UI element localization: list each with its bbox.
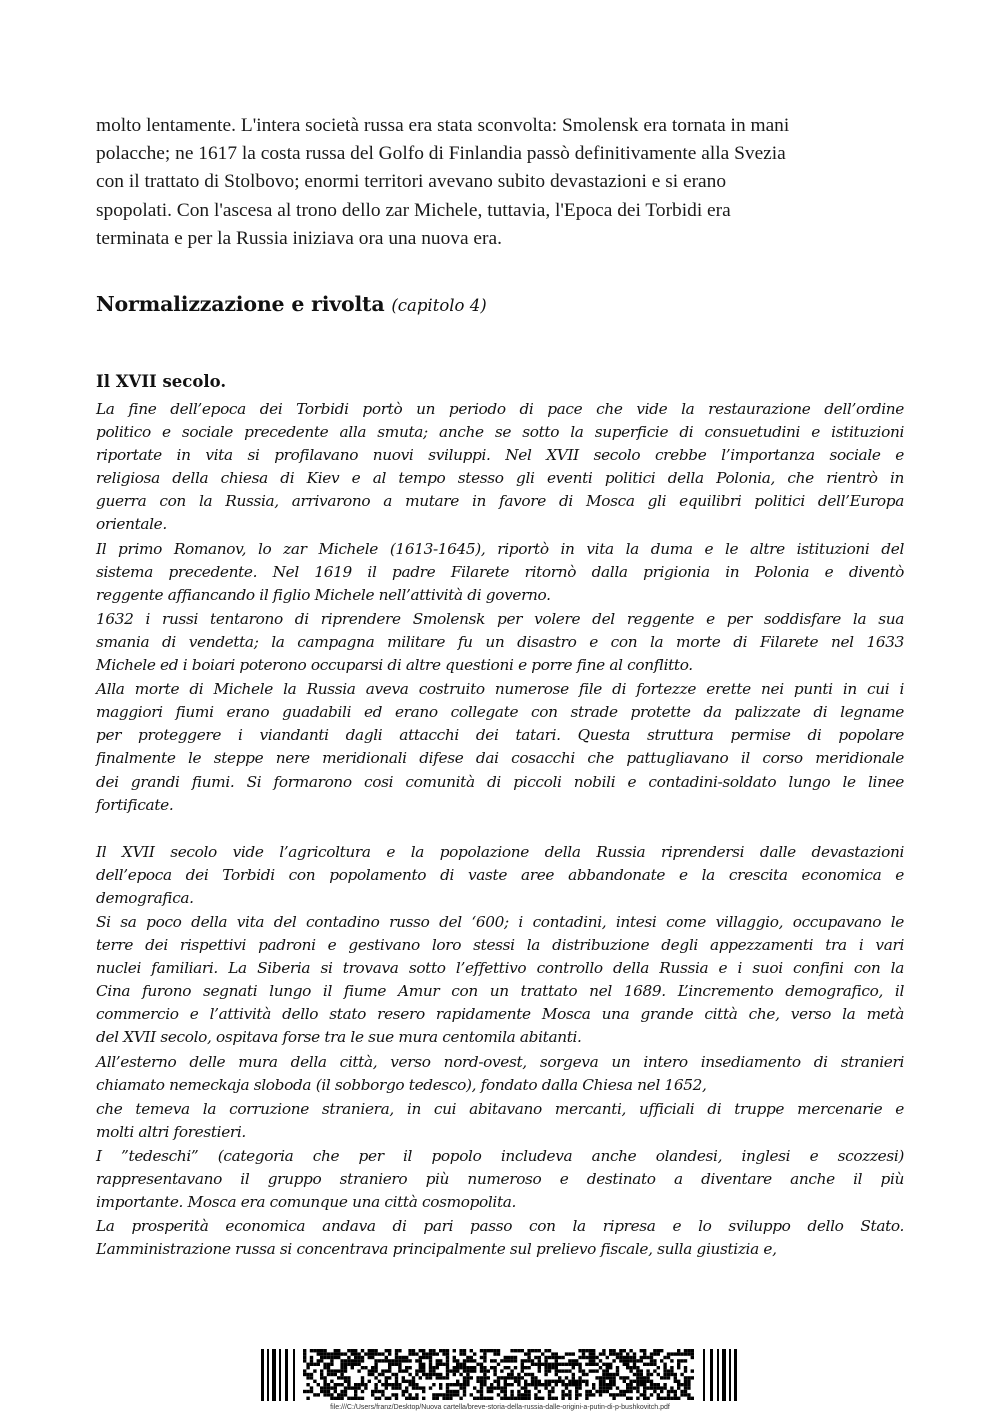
body-line: smania di vendetta; la campagna militare fu un disastro e con la morte di Filarete nel 1633 bbox=[96, 632, 904, 651]
body-paragraph bbox=[96, 911, 904, 1050]
body-line: La fine dell’epoca dei Torbidi portò un periodo di pace che vide la restaurazione dell’ordine bbox=[96, 400, 904, 418]
body-line: importante. Mosca era comunque una città cosmopolita. bbox=[96, 1193, 517, 1212]
body-line: orientale. bbox=[96, 515, 167, 534]
body-paragraph bbox=[96, 398, 904, 537]
intro-line: polacche; ne 1617 la costa russa del Golfo di Finlandia passò definitivamente alla Svezia bbox=[96, 143, 786, 165]
body-paragraph bbox=[96, 1145, 904, 1214]
body-line: demografica. bbox=[96, 888, 194, 907]
body-paragraph bbox=[96, 608, 904, 677]
body-line: Si sa poco della vita del contadino russo del ‘600; i contadini, intesi come villaggio, occupavano le bbox=[96, 912, 904, 931]
body-line: 1632 i russi tentarono di riprendere Smolensk per volere del reggente e per soddisfare la sua bbox=[96, 609, 904, 628]
body-line: chiamato nemeckaja sloboda (il sobborgo tedesco), fondato dalla Chiesa nel 1652, bbox=[96, 1075, 707, 1094]
body-line: dei grandi fiumi. Si formarono cosi comunità di piccoli nobili e contadini-soldato lungo le linee bbox=[96, 772, 904, 791]
body-line: molti altri forestieri. bbox=[96, 1122, 246, 1141]
body-paragraph bbox=[96, 1098, 904, 1144]
body-line: rappresentavano il gruppo straniero più numeroso e destinato a diventare anche il più bbox=[96, 1170, 904, 1188]
body-line: reggente affiancando il figlio Michele nell’attività di governo. bbox=[96, 585, 551, 604]
section-chapter: (capitolo 4) bbox=[391, 296, 487, 315]
body-line: L’amministrazione russa si concentrava principalmente sul prelievo fiscale, sulla giustizia e, bbox=[96, 1240, 777, 1259]
body-line: maggiori fiumi erano guadabili ed erano collegate con strade protette da palizzate di legname bbox=[96, 703, 904, 722]
body-paragraph bbox=[96, 1051, 904, 1097]
body-line: terre dei rispettivi padroni e gestivano loro stessi la distribuzione degli appezzamenti tra i vari bbox=[96, 936, 904, 955]
body-line: Il XVII secolo vide l’agricoltura e la popolazione della Russia riprendersi dalle devastazioni bbox=[96, 842, 904, 861]
body-line: I ”tedeschi” (categoria che per il popolo includeva anche olandesi, inglesi e scozzesi) bbox=[96, 1146, 904, 1165]
body-paragraph bbox=[96, 678, 904, 817]
body-line: del XVII secolo, ospitava forse tra le sue mura centomila abitanti. bbox=[96, 1028, 582, 1047]
body-line: religiosa della chiesa di Kiev e al tempo stesso gli eventi politici della Polonia, che rientrò in bbox=[96, 469, 904, 488]
section-heading bbox=[96, 292, 487, 316]
body-line: Alla morte di Michele la Russia aveva costruito numerose file di fortezze erette nei punti in cui i bbox=[96, 680, 904, 699]
intro-line: spopolati. Con l'ascesa al trono dello zar Michele, tuttavia, l'Epoca dei Torbidi era bbox=[96, 199, 731, 221]
body-line: nuclei familiari. La Siberia si trovava sotto l’effettivo controllo della Russia e i suoi confini con la bbox=[96, 959, 904, 978]
body-line: fortificate. bbox=[96, 795, 174, 814]
body-paragraph bbox=[96, 538, 904, 607]
body-line: Il primo Romanov, lo zar Michele (1613-1645), riportò in vita la duma e le altre istituzioni del bbox=[96, 539, 904, 558]
body-line: sistema precedente. Nel 1619 il padre Filarete ritornò dalla prigionia in Polonia e diventò bbox=[96, 562, 904, 581]
body-line: La prosperità economica andava di pari passo con la ripresa e lo sviluppo dello Stato. bbox=[96, 1217, 904, 1236]
body-line: per proteggere i viandanti dagli attacchi dei tatari. Questa struttura permise di popolare bbox=[96, 726, 904, 745]
footer-file-path: file:///C:/Users/franz/Desktop/Nuova cartella/breve-storia-della-russia-dalle-origini-a-putin-di-p-bushkovitch.pdf bbox=[330, 1404, 670, 1411]
intro-line: molto lentamente. L'intera società russa era stata sconvolta: Smolensk era tornata in mani bbox=[96, 115, 790, 136]
body-line: Michele ed i boiari poterono occuparsi di altre questioni e porre fine al conflitto. bbox=[96, 656, 693, 675]
section-title: Normalizzazione e rivolta bbox=[96, 292, 385, 316]
body-line: dell’epoca dei Torbidi con popolamento di vaste aree abbandonate e la crescita economica e bbox=[96, 865, 904, 884]
body-line: All’esterno delle mura della città, verso nord-ovest, sorgeva un intero insediamento di stranieri bbox=[96, 1052, 904, 1071]
2d-barcode-icon bbox=[255, 1345, 743, 1405]
body-text bbox=[96, 398, 904, 1262]
body-line: commercio e l’attività dello stato resero rapidamente Mosca una grande città che, verso la metà bbox=[96, 1005, 904, 1024]
body-line: finalmente le steppe nere meridionali difese dai cosacchi che pattugliavano il corso meridionale bbox=[96, 749, 904, 768]
intro-paragraph bbox=[96, 112, 908, 253]
body-line: Cina furono segnati lungo il fiume Amur con un trattato nel 1689. L’incremento demografico, il bbox=[96, 982, 904, 1001]
intro-line: terminata e per la Russia iniziava ora una nuova era. bbox=[96, 227, 502, 249]
body-paragraph bbox=[96, 1215, 904, 1261]
body-paragraph bbox=[96, 841, 904, 910]
body-line: guerra con la Russia, arrivarono a mutare in favore di Mosca gli equilibri politici dell’Europa bbox=[96, 492, 904, 511]
intro-line: con il trattato di Stolbovo; enormi territori avevano subito devastazioni e si erano bbox=[96, 171, 727, 193]
body-line: riportate in vita si profilavano nuovi sviluppi. Nel XVII secolo crebbe l’importanza sociale e bbox=[96, 446, 904, 465]
subsection-heading: Il XVII secolo. bbox=[96, 372, 227, 391]
body-line: politico e sociale precedente alla smuta; anche se sotto la superficie di consuetudini e istituzioni bbox=[96, 423, 904, 442]
body-line: che temeva la corruzione straniera, in cui abitavano mercanti, ufficiali di truppe mercenarie e bbox=[96, 1099, 904, 1118]
